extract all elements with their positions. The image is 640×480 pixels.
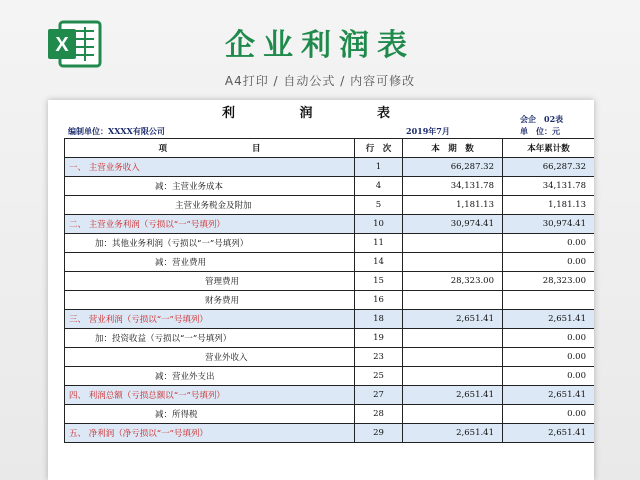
svg-text:X: X [55,34,69,56]
row-item-name[interactable]: 五、 净利润（净亏损以“一”号填列） [65,424,355,443]
row-current-amount[interactable]: 2,651.41 [403,386,503,405]
row-line-number[interactable]: 14 [355,253,403,272]
sheet-title: 利 润 表 [221,106,421,121]
company-name: 编制单位：XXXX有限公司 [68,126,165,136]
row-current-amount[interactable] [403,329,503,348]
table-row [65,348,595,367]
row-line-number[interactable]: 1 [355,158,403,177]
row-current-amount[interactable]: 66,287.32 [403,158,503,177]
row-item-name[interactable]: 二、 主营业务利润（亏损以“一”号填列） [65,215,355,234]
table-row [65,158,595,177]
table-row [65,405,595,424]
table-row [65,424,595,443]
row-item-name[interactable]: 减：营业外支出 [65,367,355,386]
row-line-number[interactable]: 23 [355,348,403,367]
row-line-number[interactable]: 11 [355,234,403,253]
table-row [65,291,595,310]
row-current-amount[interactable] [403,234,503,253]
row-line-number[interactable]: 15 [355,272,403,291]
row-current-amount[interactable]: 30,974.41 [403,215,503,234]
row-current-amount[interactable] [403,348,503,367]
column-header-line: 行 次 [355,139,403,158]
column-header-item: 项 目 [65,139,355,158]
page-title: 企业利润表 [225,28,415,63]
row-ytd-amount[interactable] [503,291,595,310]
table-row [65,367,595,386]
row-ytd-amount[interactable]: 1,181.13 [503,196,595,215]
row-item-name[interactable]: 管理费用 [65,272,355,291]
row-ytd-amount[interactable]: 0.00 [503,348,595,367]
row-item-name[interactable]: 营业外收入 [65,348,355,367]
row-ytd-amount[interactable]: 0.00 [503,329,595,348]
table-header-row [65,139,595,158]
row-item-name[interactable]: 主营业务税金及附加 [65,196,355,215]
row-line-number[interactable]: 25 [355,367,403,386]
row-line-number[interactable]: 10 [355,215,403,234]
row-item-name[interactable]: 加：其他业务利润（亏损以“一”号填列） [65,234,355,253]
row-item-name[interactable]: 加：投资收益（亏损以“一”号填列） [65,329,355,348]
spreadsheet-sheet [48,100,594,480]
row-ytd-amount[interactable]: 66,287.32 [503,158,595,177]
row-current-amount[interactable]: 2,651.41 [403,424,503,443]
row-ytd-amount[interactable]: 2,651.41 [503,424,595,443]
row-line-number[interactable]: 4 [355,177,403,196]
row-current-amount[interactable]: 34,131.78 [403,177,503,196]
table-row [65,215,595,234]
row-item-name[interactable]: 减：营业费用 [65,253,355,272]
row-item-name[interactable]: 减：所得税 [65,405,355,424]
table-row [65,272,595,291]
page-subtitle: A4打印 / 自动公式 / 内容可修改 [224,74,416,88]
row-line-number[interactable]: 27 [355,386,403,405]
row-current-amount[interactable] [403,253,503,272]
row-current-amount[interactable]: 1,181.13 [403,196,503,215]
table-row [65,386,595,405]
table-row [65,253,595,272]
column-header-current: 本 期 数 [403,139,503,158]
row-item-name[interactable]: 三、 营业利润（亏损以“一”号填列） [65,310,355,329]
row-ytd-amount[interactable]: 0.00 [503,253,595,272]
row-item-name[interactable]: 一、 主营业务收入 [65,158,355,177]
report-date: 2019年7月 [406,126,450,136]
row-current-amount[interactable] [403,367,503,386]
table-row [65,310,595,329]
row-line-number[interactable]: 5 [355,196,403,215]
row-ytd-amount[interactable]: 0.00 [503,234,595,253]
row-line-number[interactable]: 29 [355,424,403,443]
currency-unit: 单 位：元 [520,126,560,136]
row-item-name[interactable]: 减：主营业务成本 [65,177,355,196]
row-item-name[interactable]: 四、 利润总额（亏损总额以“一”号填列） [65,386,355,405]
income-statement-table [64,138,594,443]
row-current-amount[interactable]: 2,651.41 [403,310,503,329]
row-ytd-amount[interactable]: 2,651.41 [503,386,595,405]
row-current-amount[interactable]: 28,323.00 [403,272,503,291]
row-current-amount[interactable] [403,291,503,310]
row-ytd-amount[interactable]: 0.00 [503,367,595,386]
row-line-number[interactable]: 18 [355,310,403,329]
row-line-number[interactable]: 16 [355,291,403,310]
row-current-amount[interactable] [403,405,503,424]
table-row [65,234,595,253]
row-ytd-amount[interactable]: 0.00 [503,405,595,424]
row-ytd-amount[interactable]: 2,651.41 [503,310,595,329]
form-number: 会企 02表 [520,114,564,124]
row-item-name[interactable]: 财务费用 [65,291,355,310]
row-ytd-amount[interactable]: 30,974.41 [503,215,595,234]
row-ytd-amount[interactable]: 34,131.78 [503,177,595,196]
column-header-ytd: 本年累计数 [503,139,595,158]
table-row [65,329,595,348]
table-row [65,196,595,215]
row-ytd-amount[interactable]: 28,323.00 [503,272,595,291]
table-row [65,177,595,196]
row-line-number[interactable]: 19 [355,329,403,348]
row-line-number[interactable]: 28 [355,405,403,424]
